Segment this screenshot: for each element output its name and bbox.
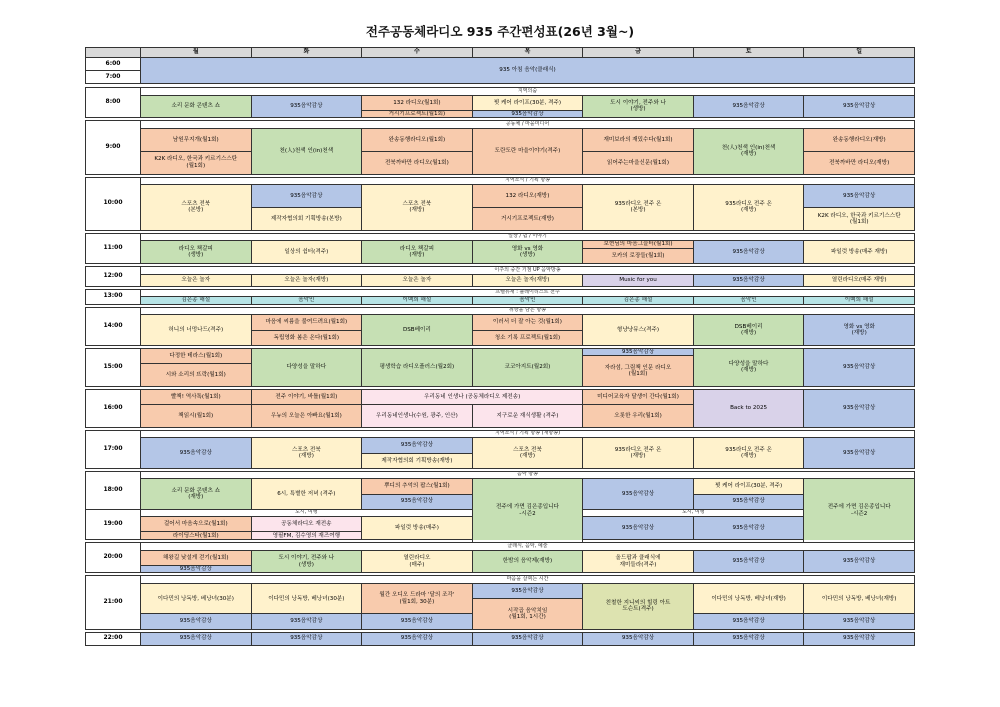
- program-cell: 독립영화 봄은 온다(월1회): [251, 330, 362, 345]
- time-label: 14:00: [86, 307, 141, 345]
- program-cell: 모카의 로장들(월1회): [583, 248, 694, 263]
- day-header-wed: 수: [362, 48, 473, 58]
- section-label: 취향을 담은 방송: [141, 307, 915, 315]
- program-cell: 자라섬, 그림책 인문 라디오 (월1회): [583, 356, 694, 386]
- time-label: 18:00: [86, 471, 141, 509]
- section-label: 도시, 여행: [141, 509, 473, 517]
- program-cell: 935음악감상: [804, 348, 915, 386]
- day-header-thu: 목: [472, 48, 583, 58]
- program-cell: Back to 2025: [693, 389, 804, 427]
- program-cell: 935음악감상: [583, 632, 694, 645]
- program-cell: 935음악감상: [693, 614, 804, 629]
- program-cell: 읽어주는마을신문(월1회): [583, 151, 694, 174]
- program-cell: 파일럿 방송(매주): [362, 517, 473, 540]
- program-cell: 오롯한 우리(월1회): [583, 404, 694, 427]
- section-label: 지역소식 / 기획 방송: [141, 177, 915, 185]
- program-cell: 935라디오 전주 온 (본방): [583, 185, 694, 231]
- program-cell: 스포츠 전북 (재방): [472, 438, 583, 468]
- program-cell: 935음악감상: [141, 565, 252, 573]
- program-cell: 935음악감상: [804, 614, 915, 629]
- program-cell: 이백희 해설: [804, 297, 915, 305]
- program-cell: 보현님의 마음그늘터(월1회): [583, 241, 694, 249]
- program-cell: 김은종 해설: [583, 297, 694, 305]
- program-cell: 다양성을 말하다: [251, 348, 362, 386]
- program-cell: 도시 이야기, 전주와 나 (생방): [583, 95, 694, 118]
- program-cell: 935음악감상: [362, 438, 473, 453]
- day-header-tue: 화: [251, 48, 362, 58]
- program-cell: 6시, 특별한 저녁 (격주): [251, 479, 362, 509]
- program-cell: 스포츠 전북 (재방): [251, 438, 362, 468]
- program-cell: 음악인: [472, 297, 583, 305]
- program-cell: 전주 이야기, 바틀(월1회): [251, 389, 362, 404]
- program-cell: DSB베이리: [362, 315, 473, 345]
- program-cell: 형냥냥뮤스(격주): [583, 315, 694, 345]
- program-cell: 오늘은 놀자: [141, 274, 252, 286]
- program-cell: 935음악감상: [362, 494, 473, 509]
- program-cell: 소리 문화 콘텐츠 쇼: [141, 95, 252, 118]
- program-cell: 전주에 가면 김은종입니다 -시즌2: [472, 479, 583, 543]
- program-cell: 일상의 쉼터(격주): [251, 241, 362, 264]
- time-label: 16:00: [86, 389, 141, 427]
- program-cell: K2K 라디오, 한국과 키르기스스탄 (월1회): [141, 151, 252, 174]
- program-cell: 천(人)천색 인(in)천색 (재방): [693, 128, 804, 174]
- program-cell: 935음악감상: [141, 438, 252, 468]
- time-label: 9:00: [86, 121, 141, 174]
- time-label: 17:00: [86, 430, 141, 468]
- time-label: 6:00: [86, 58, 141, 71]
- program-cell: 전북까바만 라디오(월1회): [362, 151, 473, 174]
- program-cell: 뷧 케어 라이프(30분, 격주): [472, 95, 583, 110]
- program-cell: 935음악감상: [472, 110, 583, 118]
- program-cell: 935음악감상: [251, 632, 362, 645]
- program-cell: 허니의 너멍나드(격주): [141, 315, 252, 345]
- program-cell: 935음악감상: [804, 550, 915, 573]
- program-cell: 스포츠 전북 (재방): [362, 185, 473, 231]
- program-cell: 올드팝과 클래식에 재미들라(격주): [583, 550, 694, 573]
- day-header-fri: 금: [583, 48, 694, 58]
- program-cell: 스포츠 전북 (본방): [141, 185, 252, 231]
- program-cell: 이다민의 낭독방, 베낭녀(재방): [804, 584, 915, 614]
- program-cell: 935음악감상: [804, 438, 915, 468]
- program-cell: 열린라디오 (매주): [362, 550, 473, 573]
- program-cell: DSB베이리 (재방): [693, 315, 804, 345]
- program-cell: 935음악감상: [693, 494, 804, 509]
- program-cell: 천(人)천색 인(in)천색: [251, 128, 362, 174]
- program-cell: 935음악감상: [472, 584, 583, 599]
- time-label: 7:00: [86, 71, 141, 84]
- program-cell: 935음악감상: [141, 632, 252, 645]
- program-cell: 책읽시(월1회): [141, 404, 252, 427]
- program-cell: 이백희 해설: [362, 297, 473, 305]
- program-cell: 935음악감상: [804, 632, 915, 645]
- program-cell: 친철한 지니씨의 힐링 아트 도슨트(격주): [583, 584, 694, 630]
- program-cell: 청소 기록 프로젝트(월1회): [472, 330, 583, 345]
- program-cell: 935음악감상: [583, 348, 694, 356]
- program-cell: 다양성을 말하다 (재방): [693, 348, 804, 386]
- program-cell: 지구로운 재식생활 (격주): [472, 404, 583, 427]
- program-cell: 935음악감상: [472, 632, 583, 645]
- program-cell: 도시 이야기, 전주와 나 (생방): [251, 550, 362, 573]
- schedule-table: [85, 47, 915, 646]
- day-header-sun: 일: [804, 48, 915, 58]
- program-cell: K2K 라디오, 한국과 키르기스스탄 (월1회): [804, 207, 915, 230]
- program-cell: 해왕길 낮설게 걷기(월1회): [141, 550, 252, 565]
- program-cell: 전주에 가면 김은종입니다 -시즌2: [804, 479, 915, 543]
- program-cell: 시와 소리의 뜨락(월1회): [141, 364, 252, 387]
- program-cell: 파일럿 방송(매주 재방): [804, 241, 915, 264]
- program-cell: 라이딩스타(월1회): [141, 532, 252, 540]
- program-cell: 라디오 책갈피 (생방): [141, 241, 252, 264]
- program-cell: 935음악감상: [693, 241, 804, 264]
- program-cell: 재미보라의 재밌수다(월1회): [583, 128, 694, 151]
- program-cell: 132 라디오(월1회): [362, 95, 473, 110]
- time-label: 21:00: [86, 576, 141, 629]
- program-cell: 935음악감상: [251, 185, 362, 208]
- program-cell: 우리동네 인생나 (공동체라디오 제전송): [362, 389, 583, 404]
- section-label: 지역소식 / 기획 방송 (재방송): [141, 430, 915, 438]
- program-cell: 빨책! 역사톡(월1회): [141, 389, 252, 404]
- program-cell: 이다민의 낭독방, 베낭녀(재방): [693, 584, 804, 614]
- program-cell: 935 아침 음악(클래식): [141, 58, 915, 84]
- program-cell: 이다민의 낭독방, 베낭녀(30분): [141, 584, 252, 614]
- program-cell: Music for you: [583, 274, 694, 286]
- program-cell: 영필FM, 김수영의 재즈여행: [251, 532, 362, 540]
- program-cell: 뿌디의 추억의 팝스(월1회): [362, 479, 473, 494]
- program-cell: 걸어서 마음속으로(월1회): [141, 517, 252, 532]
- program-cell: 마음에 씨름을 불여드려요(월1회): [251, 315, 362, 330]
- table-header: [86, 48, 915, 58]
- section-label: 이주의 중간 기점 UP 음악방송: [141, 267, 915, 275]
- program-cell: 거시기프로젝트(재방): [472, 207, 583, 230]
- time-label: 13:00: [86, 289, 141, 304]
- program-cell: 935음악감상: [804, 185, 915, 208]
- program-cell: 935음악감상: [804, 95, 915, 118]
- program-cell: 935음악감상: [141, 614, 252, 629]
- program-cell: 이러서 더 잘 아는 것(월1회): [472, 315, 583, 330]
- program-cell: 월간 오디오 드라마 '달의 조각' (월1회, 30분): [362, 584, 473, 614]
- program-cell: 거시기프로젝트(월1회): [362, 110, 473, 118]
- program-cell: 김은종 해설: [141, 297, 252, 305]
- program-cell: 오늘은 놀자: [362, 274, 473, 286]
- program-cell: 935라디오 전주 온 (재방): [693, 185, 804, 231]
- program-cell: 935음악감상: [693, 95, 804, 118]
- program-cell: 오늘은 놀자(재방): [472, 274, 583, 286]
- program-cell: 다정한 테라스(월1회): [141, 348, 252, 363]
- program-cell: 우뉴의 오늘은 아빠요(월1회): [251, 404, 362, 427]
- section-label: 지역의숨: [141, 88, 915, 96]
- program-cell: 소리 문화 콘텐츠 쇼 (재방): [141, 479, 252, 509]
- section-label: 클래식, 음악, 예술: [141, 543, 915, 551]
- program-cell: 남원무지개(월1회): [141, 128, 252, 151]
- program-cell: 완송동행라디오(재방): [804, 128, 915, 151]
- program-cell: 도란도란 마을이야기(격주): [472, 128, 583, 174]
- program-cell: 한밤의 음악제(재방): [472, 550, 583, 573]
- program-cell: 935음악감상: [251, 95, 362, 118]
- program-cell: 뷧 케어 라이프(30분, 격주): [693, 479, 804, 494]
- time-label: 20:00: [86, 543, 141, 573]
- program-cell: 935음악감상: [693, 517, 804, 540]
- section-label: 일상 / 쉼 / 이야기: [141, 233, 915, 241]
- section-label: 음악 방송: [141, 471, 915, 479]
- program-cell: 935음악감상: [583, 517, 694, 540]
- program-cell: 제작자협의회 기획방송(본방): [251, 207, 362, 230]
- corner-cell: [86, 48, 141, 58]
- program-cell: 오늘은 놀자(재방): [251, 274, 362, 286]
- program-cell: 미디어교육자 달생이 간다(월1회): [583, 389, 694, 404]
- program-cell: 시작곱 음악치임 (월1회, 1시간): [472, 599, 583, 629]
- program-cell: 935음악감상: [362, 632, 473, 645]
- program-cell: 공동체라디오 재전송: [251, 517, 362, 532]
- program-cell: 935음악감상: [693, 274, 804, 286]
- program-cell: 제작자협의회 기획방송(재방): [362, 453, 473, 468]
- day-header-mon: 월: [141, 48, 252, 58]
- program-cell: 132 라디오(재방): [472, 185, 583, 208]
- program-cell: 음악인: [251, 297, 362, 305]
- program-cell: 라디오 책갈피 (재방): [362, 241, 473, 264]
- time-label: 8:00: [86, 88, 141, 118]
- time-label: 15:00: [86, 348, 141, 386]
- program-cell: 935음악감상: [362, 614, 473, 629]
- time-label: 10:00: [86, 177, 141, 230]
- program-cell: 전북까바만 라디오(재방): [804, 151, 915, 174]
- section-label: 마음을 살찌는 시간: [141, 576, 915, 584]
- time-label: 12:00: [86, 267, 141, 287]
- program-cell: 935음악감상: [693, 550, 804, 573]
- program-cell: 935음악감상: [251, 614, 362, 629]
- section-label: 공동체 / 마을미디어: [141, 121, 915, 129]
- program-cell: 935음악감상: [583, 479, 694, 509]
- program-cell: 935음악감상: [693, 632, 804, 645]
- program-cell: 완송동행라디오(월1회): [362, 128, 473, 151]
- section-label: 도시, 여행: [583, 509, 804, 517]
- program-cell: 평생학습 라디오플러스(월2회): [362, 348, 473, 386]
- time-label: 11:00: [86, 233, 141, 263]
- section-label: 프렐류새 : 플레이리스트 전주: [141, 289, 915, 297]
- program-cell: 영화 vs 영화 (생방): [472, 241, 583, 264]
- program-cell: 이다민의 낭독방, 베낭녀(30분): [251, 584, 362, 614]
- program-cell: 935라디오 전주 온 (재방): [693, 438, 804, 468]
- page-title: 전주공동체라디오 935 주간편성표(26년 3월~): [365, 24, 635, 39]
- program-cell: 935음악감상: [804, 389, 915, 427]
- program-cell: 음악인: [693, 297, 804, 305]
- program-cell: 코코아지트(월2회): [472, 348, 583, 386]
- time-label: 19:00: [86, 509, 141, 539]
- program-cell: 우리동네인생나(수원, 광주, 인산): [362, 404, 473, 427]
- time-label: 22:00: [86, 632, 141, 645]
- day-header-sat: 토: [693, 48, 804, 58]
- program-cell: 935라디오 전주 온 (재방): [583, 438, 694, 468]
- program-cell: 열린라디오(매주 재방): [804, 274, 915, 286]
- program-cell: 영화 vs 영화 (재방): [804, 315, 915, 345]
